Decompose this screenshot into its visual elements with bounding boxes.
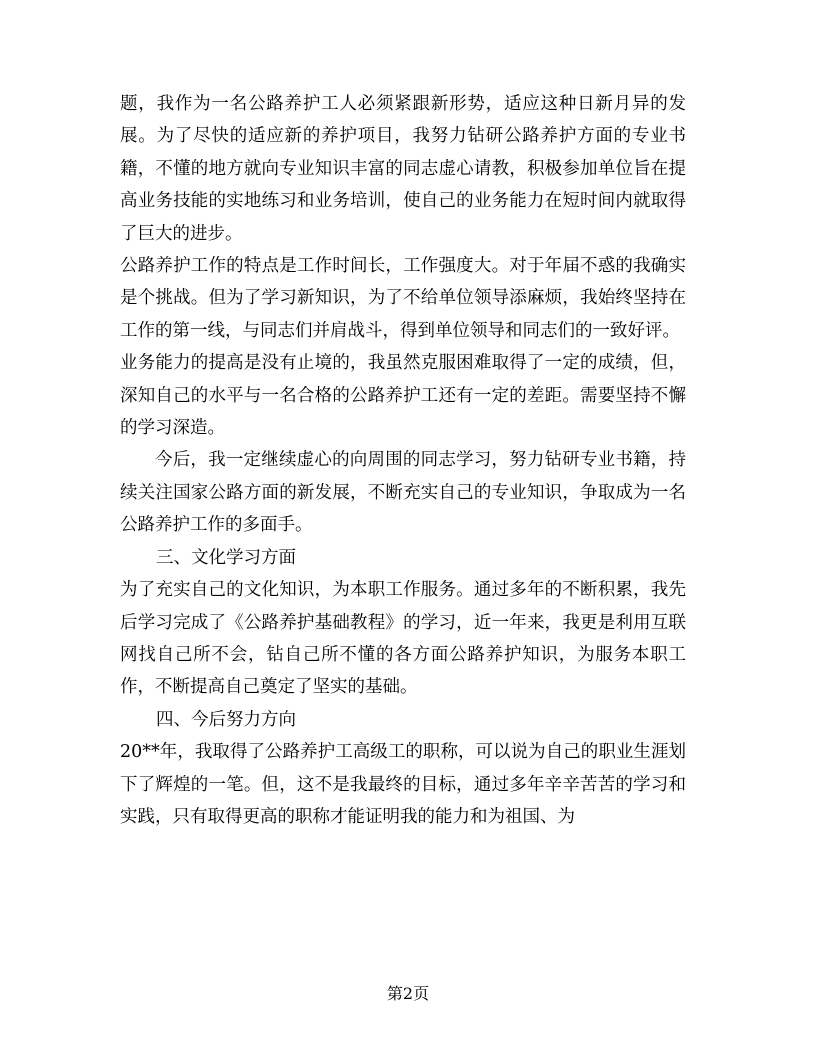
paragraph-1: 题，我作为一名公路养护工人必须紧跟新形势，适应这种日新月异的发展。为了尽快的适应新的养护项目，我努力钻研公路养护方面的专业书籍，不懂的地方就向专业知识丰富的同志虚心请教，积极参加单位旨在提高业务技能的实地练习和业务培训，使自己的业务能力在短时间内就取得了巨大的进步。	[120, 94, 686, 244]
paragraph-5: 为了充实自己的文化知识，为本职工作服务。通过多年的不断积累，我先后学习完成了《公路养护基础教程》的学习，近一年来，我更是利用互联网找自己所不会，钻自己所不懂的各方面公路养护知识，为服务本职工作，不断提高自己奠定了坚实的基础。	[120, 580, 686, 698]
paragraph-6: 20**年，我取得了公路养护工高级工的职称，可以说为自己的职业生涯划下了辉煌的一笔。但，这不是我最终的目标，通过多年辛辛苦苦的学习和实践，只有取得更高的职称才能证明我的能力和为祖国、为	[120, 742, 686, 827]
paragraph-3: 业务能力的提高是没有止境的，我虽然克服困难取得了一定的成绩，但，深知自己的水平与一名合格的公路养护工还有一定的差距。需要坚持不懈的学习深造。	[120, 353, 686, 439]
paragraph-2: 公路养护工作的特点是工作时间长，工作强度大。对于年届不惑的我确实是个挑战。但为了学习新知识，为了不给单位领导添麻烦，我始终坚持在工作的第一线，与同志们并肩战斗，得到单位领导和同志们的一致好评。	[120, 256, 686, 341]
section-heading-3: 三、文化学习方面	[156, 547, 296, 568]
document-body	[120, 88, 686, 833]
section-heading-4: 四、今后努力方向	[156, 709, 296, 730]
paragraph-4: 今后，我一定继续虚心的向周围的同志学习，努力钻研专业书籍，持续关注国家公路方面的新发展，不断充实自己的专业知识，争取成为一名公路养护工作的多面手。	[120, 450, 686, 536]
page-number: 第2页	[386, 984, 430, 1003]
